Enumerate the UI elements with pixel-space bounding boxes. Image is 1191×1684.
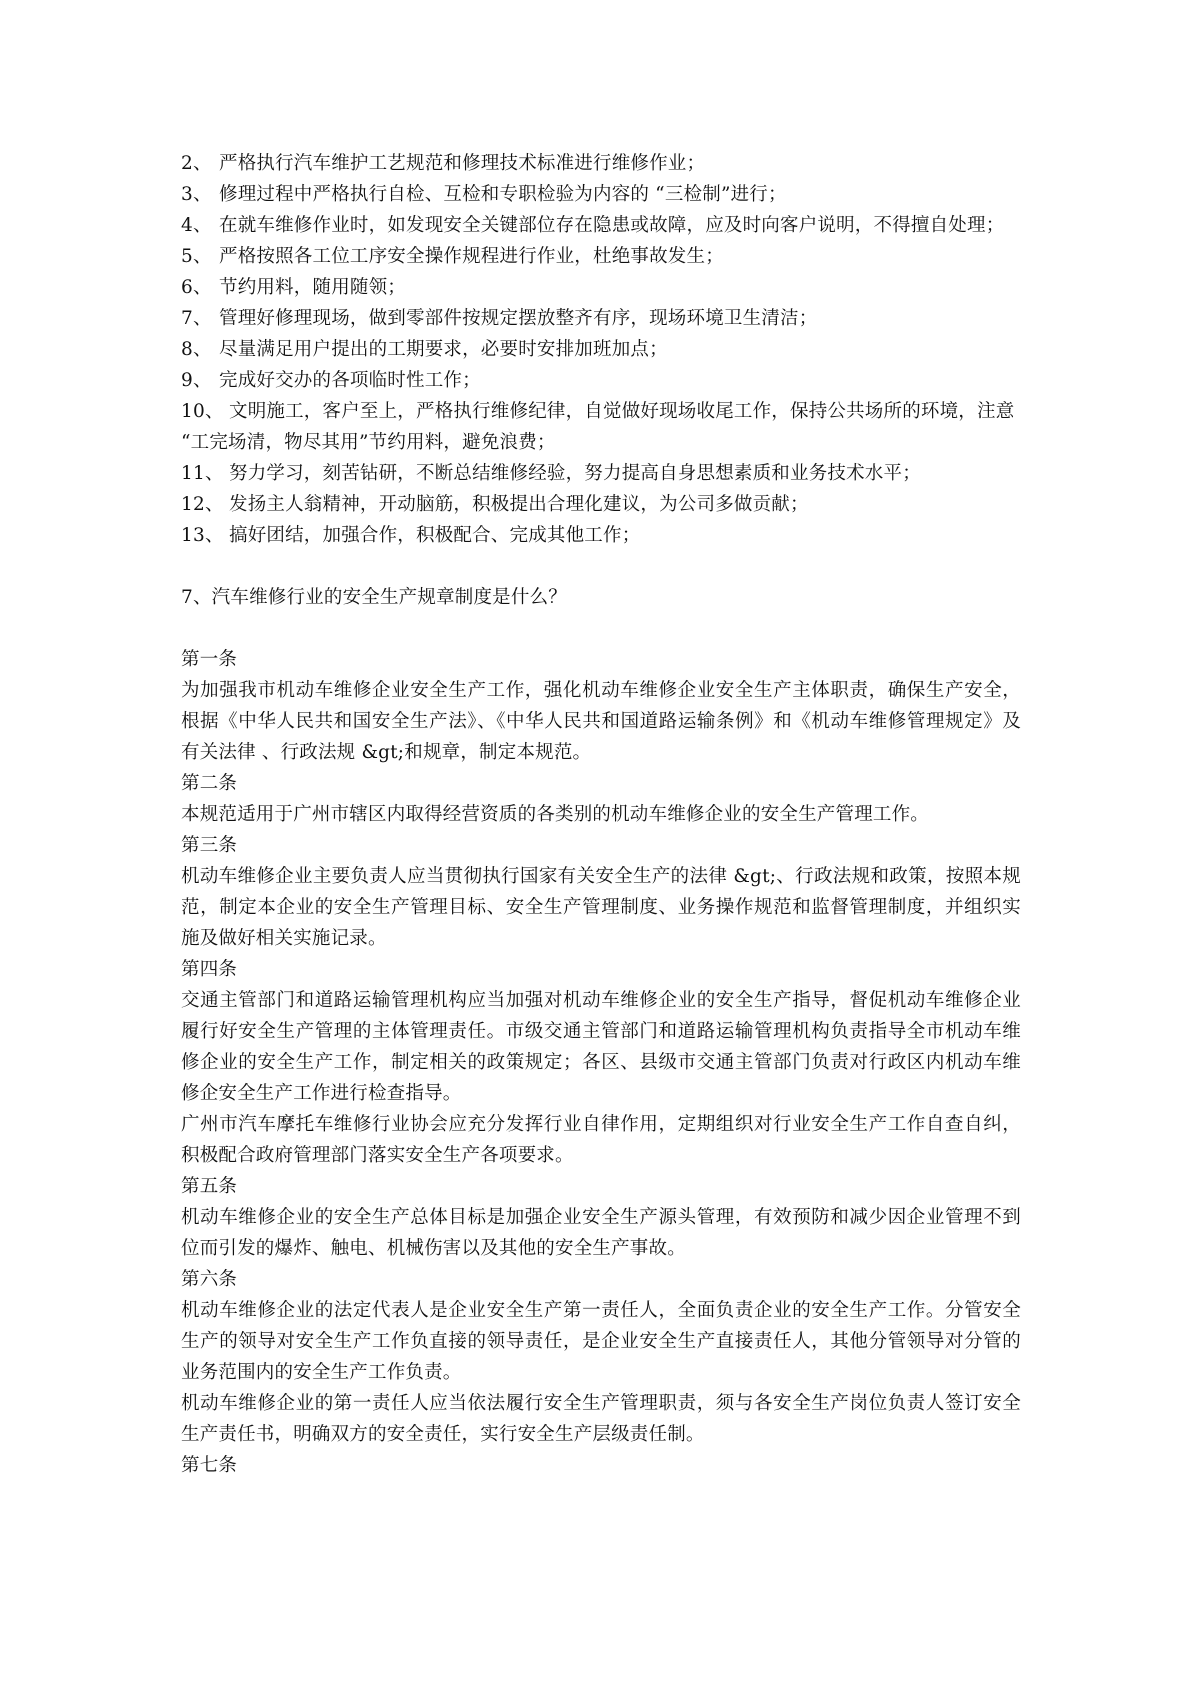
list-number: 9、 [181, 370, 212, 391]
list-number: 6、 [181, 277, 212, 298]
list-text: 严格按照各工位工序安全操作规程进行作业，杜绝事故发生； [219, 246, 724, 267]
article-title: 第一条 [181, 649, 238, 670]
list-item [181, 489, 1021, 520]
list-number: 10、 [181, 401, 224, 422]
list-item [181, 179, 1021, 210]
document-body [181, 148, 1021, 1481]
list-text: 修理过程中严格执行自检、互检和专职检验为内容的 “三检制”进行； [219, 184, 787, 205]
duty-list [181, 148, 1021, 551]
list-number: 7、 [181, 308, 212, 329]
list-text: 管理好修理现场，做到零部件按规定摆放整齐有序，现场环境卫生清洁； [219, 308, 818, 329]
article-paragraph: 机动车维修企业的法定代表人是企业安全生产第一责任人，全面负责企业的安全生产工作。分管安全生产的领导对安全生产工作负直接的领导责任，是企业安全生产直接责任人，其他分管领导对分管的业务范围内的安全生产工作负责。 [181, 1300, 1021, 1383]
list-item [181, 272, 1021, 303]
spacer [181, 551, 1021, 582]
article-title: 第二条 [181, 773, 238, 794]
list-number: 5、 [181, 246, 212, 267]
articles [181, 644, 1021, 1481]
article-paragraph: 交通主管部门和道路运输管理机构应当加强对机动车维修企业的安全生产指导，督促机动车维修企业履行好安全生产管理的主体管理责任。市级交通主管部门和道路运输管理机构负责指导全市机动车维修企业的安全生产工作，制定相关的政策规定；各区、县级市交通主管部门负责对行政区内机动车维修企安全生产工作进行检查指导。 [181, 990, 1021, 1104]
list-text: 发扬主人翁精神，开动脑筋，积极提出合理化建议，为公司多做贡献； [229, 494, 809, 515]
article-paragraph: 机动车维修企业主要负责人应当贯彻执行国家有关安全生产的法律 &gt;、行政法规和政策，按照本规范，制定本企业的安全生产管理目标、安全生产管理制度、业务操作规范和监督管理制度，并组织实施及做好相关实施记录。 [181, 866, 1021, 949]
list-item [181, 334, 1021, 365]
list-item [181, 520, 1021, 551]
list-number: 8、 [181, 339, 212, 360]
article-paragraph: 本规范适用于广州市辖区内取得经营资质的各类别的机动车维修企业的安全生产管理工作。 [181, 804, 930, 825]
list-number: 13、 [181, 525, 224, 546]
list-number: 4、 [181, 215, 212, 236]
list-number: 12、 [181, 494, 224, 515]
list-item [181, 458, 1021, 489]
list-item [181, 365, 1021, 396]
section-heading: 7、汽车维修行业的安全生产规章制度是什么？ [181, 587, 567, 608]
list-number: 2、 [181, 153, 212, 174]
list-text: 尽量满足用户提出的工期要求，必要时安排加班加点； [219, 339, 668, 360]
article-title: 第五条 [181, 1176, 238, 1197]
article-title: 第七条 [181, 1455, 238, 1476]
list-text: 在就车维修作业时，如发现安全关键部位存在隐患或故障，应及时向客户说明，不得擅自处理； [219, 215, 1005, 236]
list-text: 搞好团结，加强合作，积极配合、完成其他工作； [229, 525, 641, 546]
list-item [181, 303, 1021, 334]
list-number: 3、 [181, 184, 212, 205]
article-title: 第四条 [181, 959, 238, 980]
article-paragraph: 广州市汽车摩托车维修行业协会应充分发挥行业自律作用，定期组织对行业安全生产工作自查自纠，积极配合政府管理部门落实安全生产各项要求。 [181, 1114, 1021, 1166]
article-paragraph: 为加强我市机动车维修企业安全生产工作，强化机动车维修企业安全生产主体职责，确保生产安全，根据《中华人民共和国安全生产法》、《中华人民共和国道路运输条例》和《机动车维修管理规定》及有关法律 、行政法规 &gt;和规章，制定本规范。 [181, 680, 1021, 763]
list-text: 严格执行汽车维护工艺规范和修理技术标准进行维修作业； [219, 153, 706, 174]
article-title: 第三条 [181, 835, 238, 856]
article-paragraph: 机动车维修企业的第一责任人应当依法履行安全生产管理职责，须与各安全生产岗位负责人签订安全生产责任书，明确双方的安全责任，实行安全生产层级责任制。 [181, 1393, 1021, 1445]
list-text: 完成好交办的各项临时性工作； [219, 370, 481, 391]
article-paragraph: 机动车维修企业的安全生产总体目标是加强企业安全生产源头管理，有效预防和减少因企业管理不到位而引发的爆炸、触电、机械伤害以及其他的安全生产事故。 [181, 1207, 1021, 1259]
spacer [181, 613, 1021, 644]
list-text: 文明施工，客户至上，严格执行维修纪律，自觉做好现场收尾工作，保持公共场所的环境，注意 “工完场清，物尽其用”节约用料，避免浪费； [181, 401, 1015, 453]
list-item [181, 396, 1021, 458]
list-text: 努力学习，刻苦钻研，不断总结维修经验，努力提高自身思想素质和业务技术水平； [229, 463, 921, 484]
list-text: 节约用料，随用随领； [219, 277, 407, 298]
article-title: 第六条 [181, 1269, 238, 1290]
list-item [181, 210, 1021, 241]
list-item [181, 241, 1021, 272]
list-number: 11、 [181, 463, 224, 484]
list-item [181, 148, 1021, 179]
